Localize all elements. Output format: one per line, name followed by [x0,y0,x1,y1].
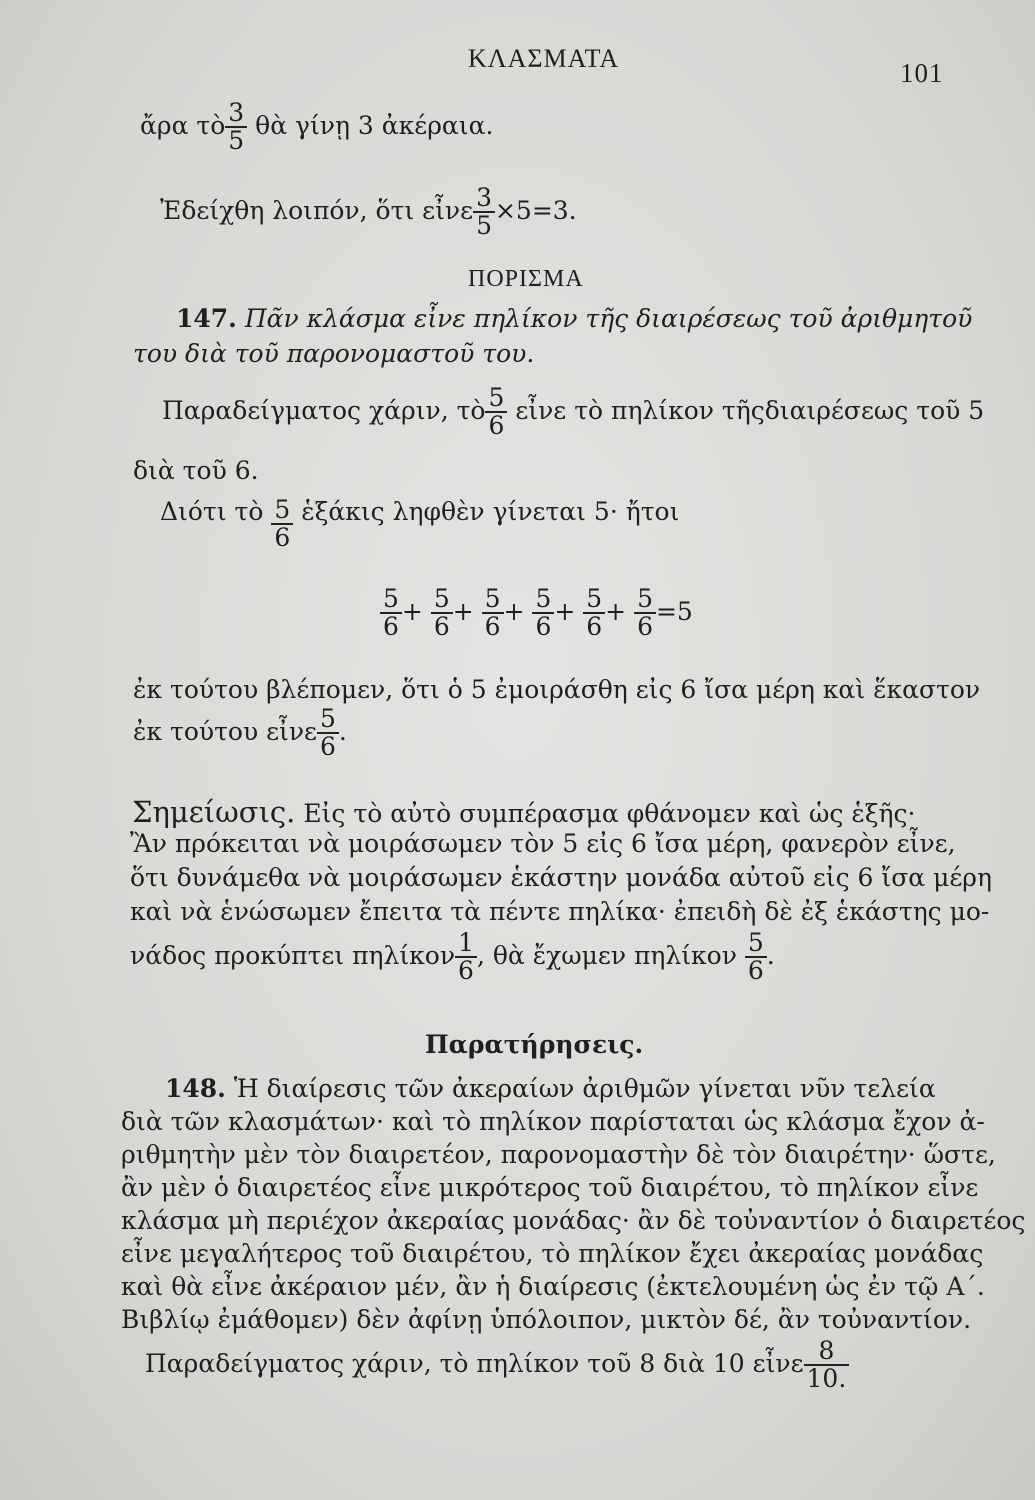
numerator: 8 [804,1338,850,1366]
note-line-4: καὶ νὰ ἑνώσωμεν ἔπειτα τὰ πέντε πηλίκα· ἐπειδὴ δὲ ἐξ ἑκάστης μο- [130,897,990,926]
denominator: 6 [433,612,450,642]
denominator: 6 [637,612,653,642]
paragraph-148-line5: κλάσμα μὴ περιέχον ἀκεραίας μονάδας· ἂν δὲ τοὐναντίον ὁ διαιρετέος [121,1206,1026,1235]
text-segment: Εἰς τὸ αὐτὸ συμπέρασμα φθάνομεν καὶ ὡς ἑξῆς· [303,799,916,828]
plus-sign: + [401,596,423,626]
text-segment: νάδος προκύπτει πηλίκον [130,940,456,970]
numerator: 5 [634,586,656,614]
denominator: 6 [484,612,501,642]
page-number: 101 [900,58,944,88]
fraction [317,706,339,761]
denominator: 6 [274,523,291,553]
numerator: 3 [225,100,247,128]
plus-sign: + [452,596,474,626]
denominator: 6 [586,612,603,642]
text-segment: Παραδείγματος χάριν, τὸ πηλίκον τοῦ 8 διὰ 10 εἶνε [145,1348,804,1378]
sum-equation [380,586,693,641]
numerator: 5 [271,497,293,525]
text-segment: ×5=3. [494,195,577,225]
paragraph-148-line3: ριθμητὴν μὲν τὸν διαιρετέον, παρονομαστὴν δὲ τὸν διαιρέτην· ὥστε, [121,1140,996,1169]
fraction [225,100,247,155]
note-line-5 [130,930,775,985]
section-heading-porisma: ΠΟΡΙΣΜΑ [468,266,584,292]
paragraph-148-line8: Βιβλίῳ ἐμάθομεν) δὲν ἀφίνῃ ὑπόλοιπον, μικτὸν δέ, ἂν τοὐναντίον. [121,1305,972,1334]
paragraph-148-line4: ἂν μὲν ὁ διαιρετέος εἶνε μικρότερος τοῦ διαιρέτου, τὸ πηλίκον εἶνε [121,1173,979,1202]
numerator: 5 [380,586,402,614]
text-segment: Ἐδείχθη λοιπόν, ὅτι εἶνε [160,195,474,225]
text-segment: ἐκ τούτου εἶνε [133,716,317,746]
plus-sign: + [554,596,576,626]
numerator: 5 [583,586,605,614]
denominator: 5 [476,211,492,241]
line-dioti [160,497,679,552]
text-segment: . [766,940,775,970]
text-segment: Διότι τὸ [160,497,264,526]
example-line-1b: διὰ τοῦ 6. [133,456,259,485]
paragraph-148-line2: διὰ τῶν κλασμάτων· καὶ τὸ πηλίκον παρίσταται ὡς κλάσμα ἔχον ἀ- [121,1107,985,1136]
numerator: 5 [482,586,504,614]
denominator: 6 [535,612,552,642]
numerator: 5 [431,586,453,614]
text-segment: ἑξάκις ληφθὲν γίνεται 5· ἤτοι [301,497,680,526]
note-label: Σημείωσις. [132,795,296,829]
denominator: 6 [458,956,474,986]
text-segment: ἄρα τὸ [140,110,226,140]
text-segment: θὰ γίνῃ 3 ἀκέραια. [255,110,494,140]
line-ara-to [140,100,493,155]
note-line-1 [132,795,915,829]
denominator: 5 [228,126,245,156]
line-edeichthi [160,185,577,240]
fraction [271,497,293,552]
numerator: 5 [745,930,767,958]
paragraph-148-line6: εἶνε μεγαλήτερος τοῦ διαιρέτου, τὸ πηλίκον ἔχει ἀκεραίας μονάδας [121,1239,984,1268]
paragraph-number: 147. [176,304,237,333]
plus-sign: + [605,596,627,626]
fraction [455,930,477,985]
text-segment: εἶνε τὸ πηλίκον τῆςδιαιρέσεως τοῦ 5 [515,395,985,425]
numerator: 5 [485,385,507,413]
paragraph-148-line1 [165,1074,936,1103]
numerator: 5 [532,586,554,614]
note-line-3: ὅτι δυνάμεθα νὰ μοιράσωμεν ἑκάστην μονάδα αὐτοῦ εἰς 6 ἴσα μέρη [130,863,992,892]
paragraph-148-line7: καὶ θὰ εἶνε ἀκέραιον μέν, ἂν ἡ διαίρεσις (ἐκτελουμένη ὡς ἐν τῷ Α΄. [121,1272,985,1301]
numerator: 1 [455,930,477,958]
paragraph-147-line1 [176,304,972,333]
fraction [431,586,453,641]
paragraph-number: 148. [165,1074,226,1103]
example-line-2 [145,1338,849,1393]
line-ektoutou-2 [133,706,347,761]
denominator: 6 [747,956,764,986]
text-segment: . [338,716,347,746]
fraction [532,586,554,641]
fraction [634,586,656,641]
fraction [583,586,605,641]
note-line-2: Ἂν πρόκειται νὰ μοιράσωμεν τὸν 5 εἰς 6 ἴσα μέρη, φανερὸν εἶνε, [130,829,956,858]
fraction [485,385,507,440]
line-ektoutou-1: ἐκ τούτου βλέπομεν, ὅτι ὁ 5 ἐμοιράσθη εἰς 6 ἴσα μέρη καὶ ἕκαστον [133,675,981,704]
denominator: 6 [488,411,505,441]
fraction [482,586,504,641]
denominator: 10. [806,1364,847,1394]
equals-result: =5 [655,596,693,626]
example-line-1 [162,385,984,440]
running-header-title: ΚΛΑΣΜΑΤΑ [468,44,620,73]
denominator: 6 [320,732,336,762]
fraction [380,586,402,641]
denominator: 6 [383,612,399,642]
text-segment: Ἡ διαίρεσις τῶν ἀκεραίων ἀριθμῶν γίνεται νῦν τελεία [233,1074,936,1103]
fraction [745,930,767,985]
text-segment: Παραδείγματος χάριν, τὸ [162,395,486,425]
fraction [473,185,495,240]
numerator: 3 [473,185,495,213]
text-segment: , θὰ ἔχωμεν πηλίκον [476,940,737,970]
plus-sign: + [503,596,525,626]
paragraph-147-line2: του διὰ τοῦ παρονομαστοῦ του. [133,339,535,368]
numerator: 5 [317,706,339,734]
fraction [804,1338,850,1393]
text-segment: Πᾶν κλάσμα εἶνε πηλίκον τῆς διαιρέσεως τοῦ ἀριθμητοῦ [244,304,973,333]
section-heading-paratiriseis: Παρατήρησεις. [425,1030,644,1059]
